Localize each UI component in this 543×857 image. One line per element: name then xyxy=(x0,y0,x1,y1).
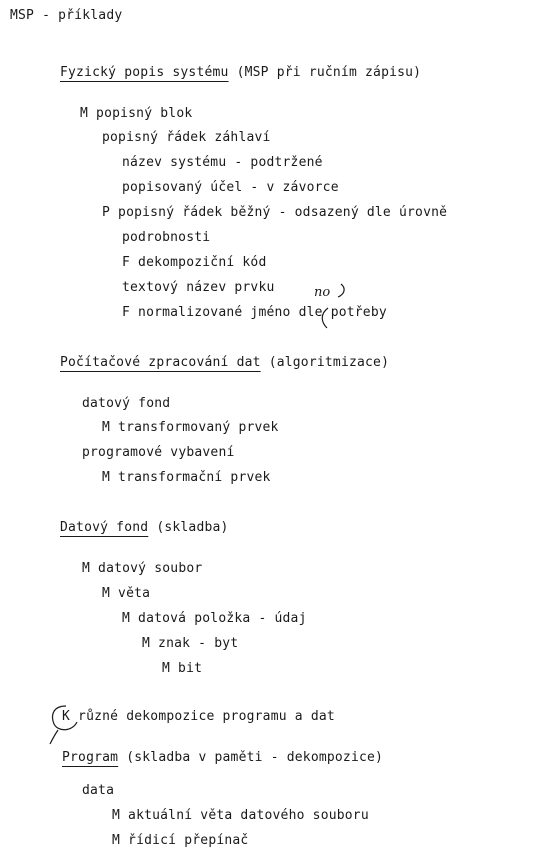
list-item: M transformovaný prvek xyxy=(102,420,279,435)
section-heading: K různé dekompozice programu a dat xyxy=(62,709,335,724)
section-heading: Počítačové zpracování dat xyxy=(60,355,261,370)
section-heading-note: (algoritmizace) xyxy=(260,355,390,370)
list-item: datový fond xyxy=(82,396,171,411)
list-item: M datový soubor xyxy=(82,561,203,576)
list-item: M bit xyxy=(162,661,203,676)
document-title: MSP - příklady xyxy=(10,8,123,23)
list-item: textový název prvku xyxy=(122,280,275,295)
list-item: F normalizované jméno dle potřeby xyxy=(122,305,387,320)
section-heading-line xyxy=(60,520,229,536)
list-item: popisný řádek záhlaví xyxy=(102,130,271,145)
list-item: M aktuální věta datového souboru xyxy=(112,808,369,823)
handwritten-insert-mark xyxy=(308,270,356,332)
section-heading-line xyxy=(62,709,335,725)
section-heading-note: (MSP při ručním zápisu) xyxy=(228,65,422,80)
list-item: popisovaný účel - v závorce xyxy=(122,180,339,195)
list-item: název systému - podtržené xyxy=(122,155,323,170)
handwritten-insert-text: no xyxy=(314,285,331,300)
section-heading-line xyxy=(62,750,383,766)
list-item: P popisný řádek běžný - odsazený dle úrovně xyxy=(102,205,448,220)
section-heading: Program xyxy=(62,750,119,765)
list-item: F dekompoziční kód xyxy=(122,255,267,270)
list-item: M transformační prvek xyxy=(102,470,271,485)
list-item: M popisný blok xyxy=(80,106,193,121)
section-heading-note: (skladba) xyxy=(148,520,229,535)
list-item: data xyxy=(82,783,115,798)
list-item: M znak - byt xyxy=(142,636,239,651)
list-item: M věta xyxy=(102,586,151,601)
list-item: M datová položka - údaj xyxy=(122,611,307,626)
list-item: M řídicí přepínač xyxy=(112,833,249,848)
section-heading: Datový fond xyxy=(60,520,149,535)
section-heading-line xyxy=(60,355,389,371)
list-item: podrobnosti xyxy=(122,230,211,245)
section-heading: Fyzický popis systému xyxy=(60,65,229,80)
list-item: programové vybavení xyxy=(82,445,235,460)
section-heading-note: (skladba v paměti - dekompozice) xyxy=(118,750,384,765)
section-heading-line xyxy=(60,65,421,81)
